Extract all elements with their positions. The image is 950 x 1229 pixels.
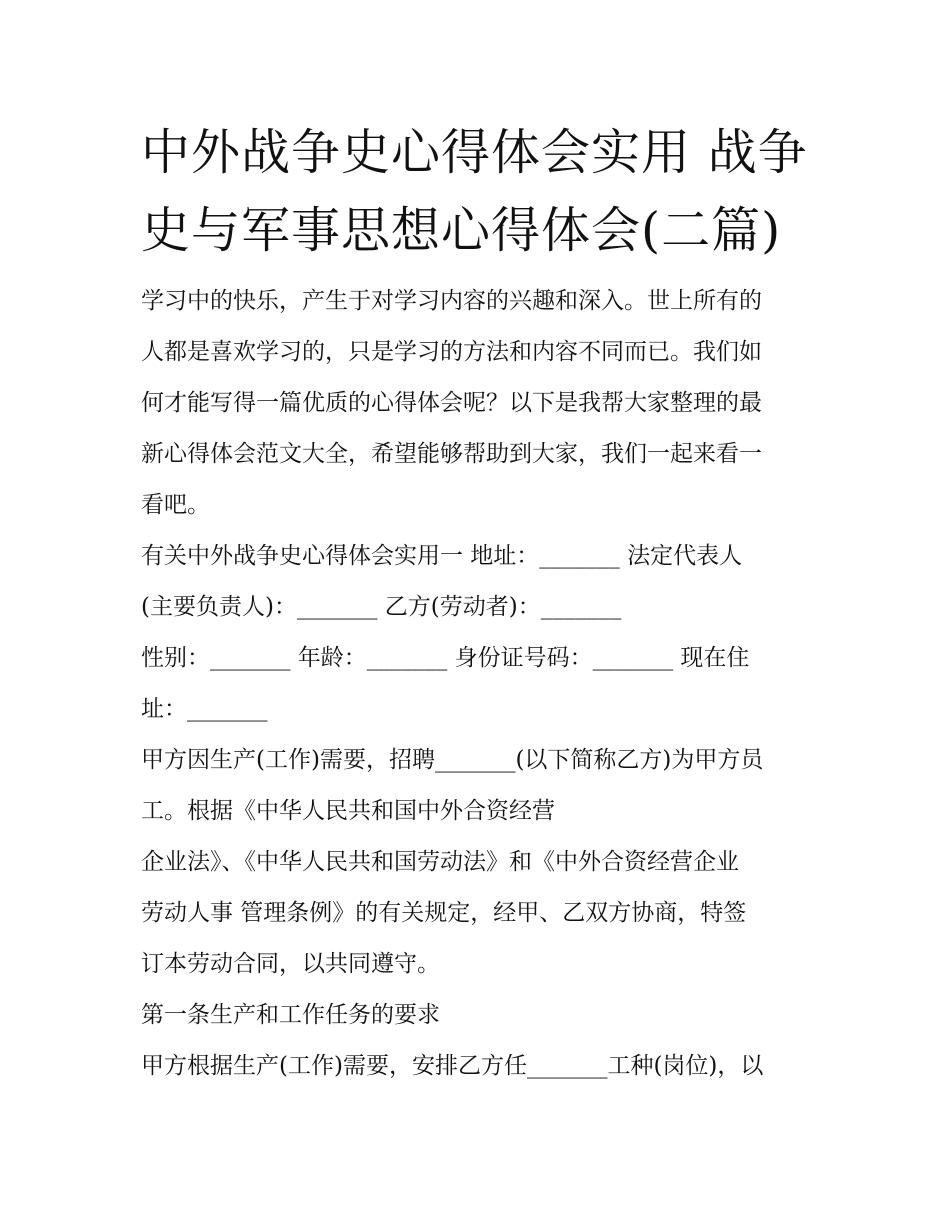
recruitment-paragraph [141, 735, 821, 837]
text-line: 性别：_______ 年龄：_______ 身份证号码：_______ 现在住 [141, 645, 750, 671]
article-paragraph [141, 1041, 821, 1092]
text-line: 有关中外战争史心得体会实用一 地址：_______ 法定代表人 [141, 543, 743, 569]
title-line: 史与军事思想心得体会(二篇) [141, 202, 782, 259]
intro-paragraph [141, 276, 821, 531]
text-line: 何才能写得一篇优质的心得体会呢？以下是我帮大家整理的最 [141, 390, 762, 416]
text-line: 工。根据《中华人民共和国中外合资经营 [141, 798, 555, 824]
text-line: 址：_______ [141, 696, 268, 722]
party-paragraph [141, 582, 821, 633]
text-line: 企业法》、《中华人民共和国劳动法》和《中外合资经营企业 [141, 849, 739, 875]
legal-basis-paragraph [141, 837, 821, 990]
document-body [141, 276, 821, 1092]
article-heading [141, 990, 821, 1041]
text-line: (主要负责人)：_______ 乙方(劳动者)：_______ [141, 594, 622, 620]
address-paragraph [141, 531, 821, 582]
text-line: 劳动人事 管理条例》的有关规定，经甲、乙双方协商，特签 [141, 900, 747, 926]
text-line: 学习中的快乐，产生于对学习内容的兴趣和深入。世上所有的 [141, 288, 762, 314]
title-line: 中外战争史心得体会实用 战争 [141, 124, 808, 181]
text-line: 人都是喜欢学习的，只是学习的方法和内容不同而已。我们如 [141, 339, 762, 365]
text-line: 第一条生产和工作任务的要求 [141, 1002, 440, 1028]
document-title [141, 114, 821, 270]
text-line: 甲方因生产(工作)需要，招聘_______(以下简称乙方)为甲方员 [141, 747, 764, 773]
text-line: 甲方根据生产(工作)需要，安排乙方任_______工种(岗位)，以 [141, 1053, 764, 1079]
text-line: 订本劳动合同，以共同遵守。 [141, 951, 440, 977]
text-line: 新心得体会范文大全，希望能够帮助到大家，我们一起来看一 [141, 441, 762, 467]
personal-info-paragraph [141, 633, 821, 735]
text-line: 看吧。 [141, 492, 210, 518]
